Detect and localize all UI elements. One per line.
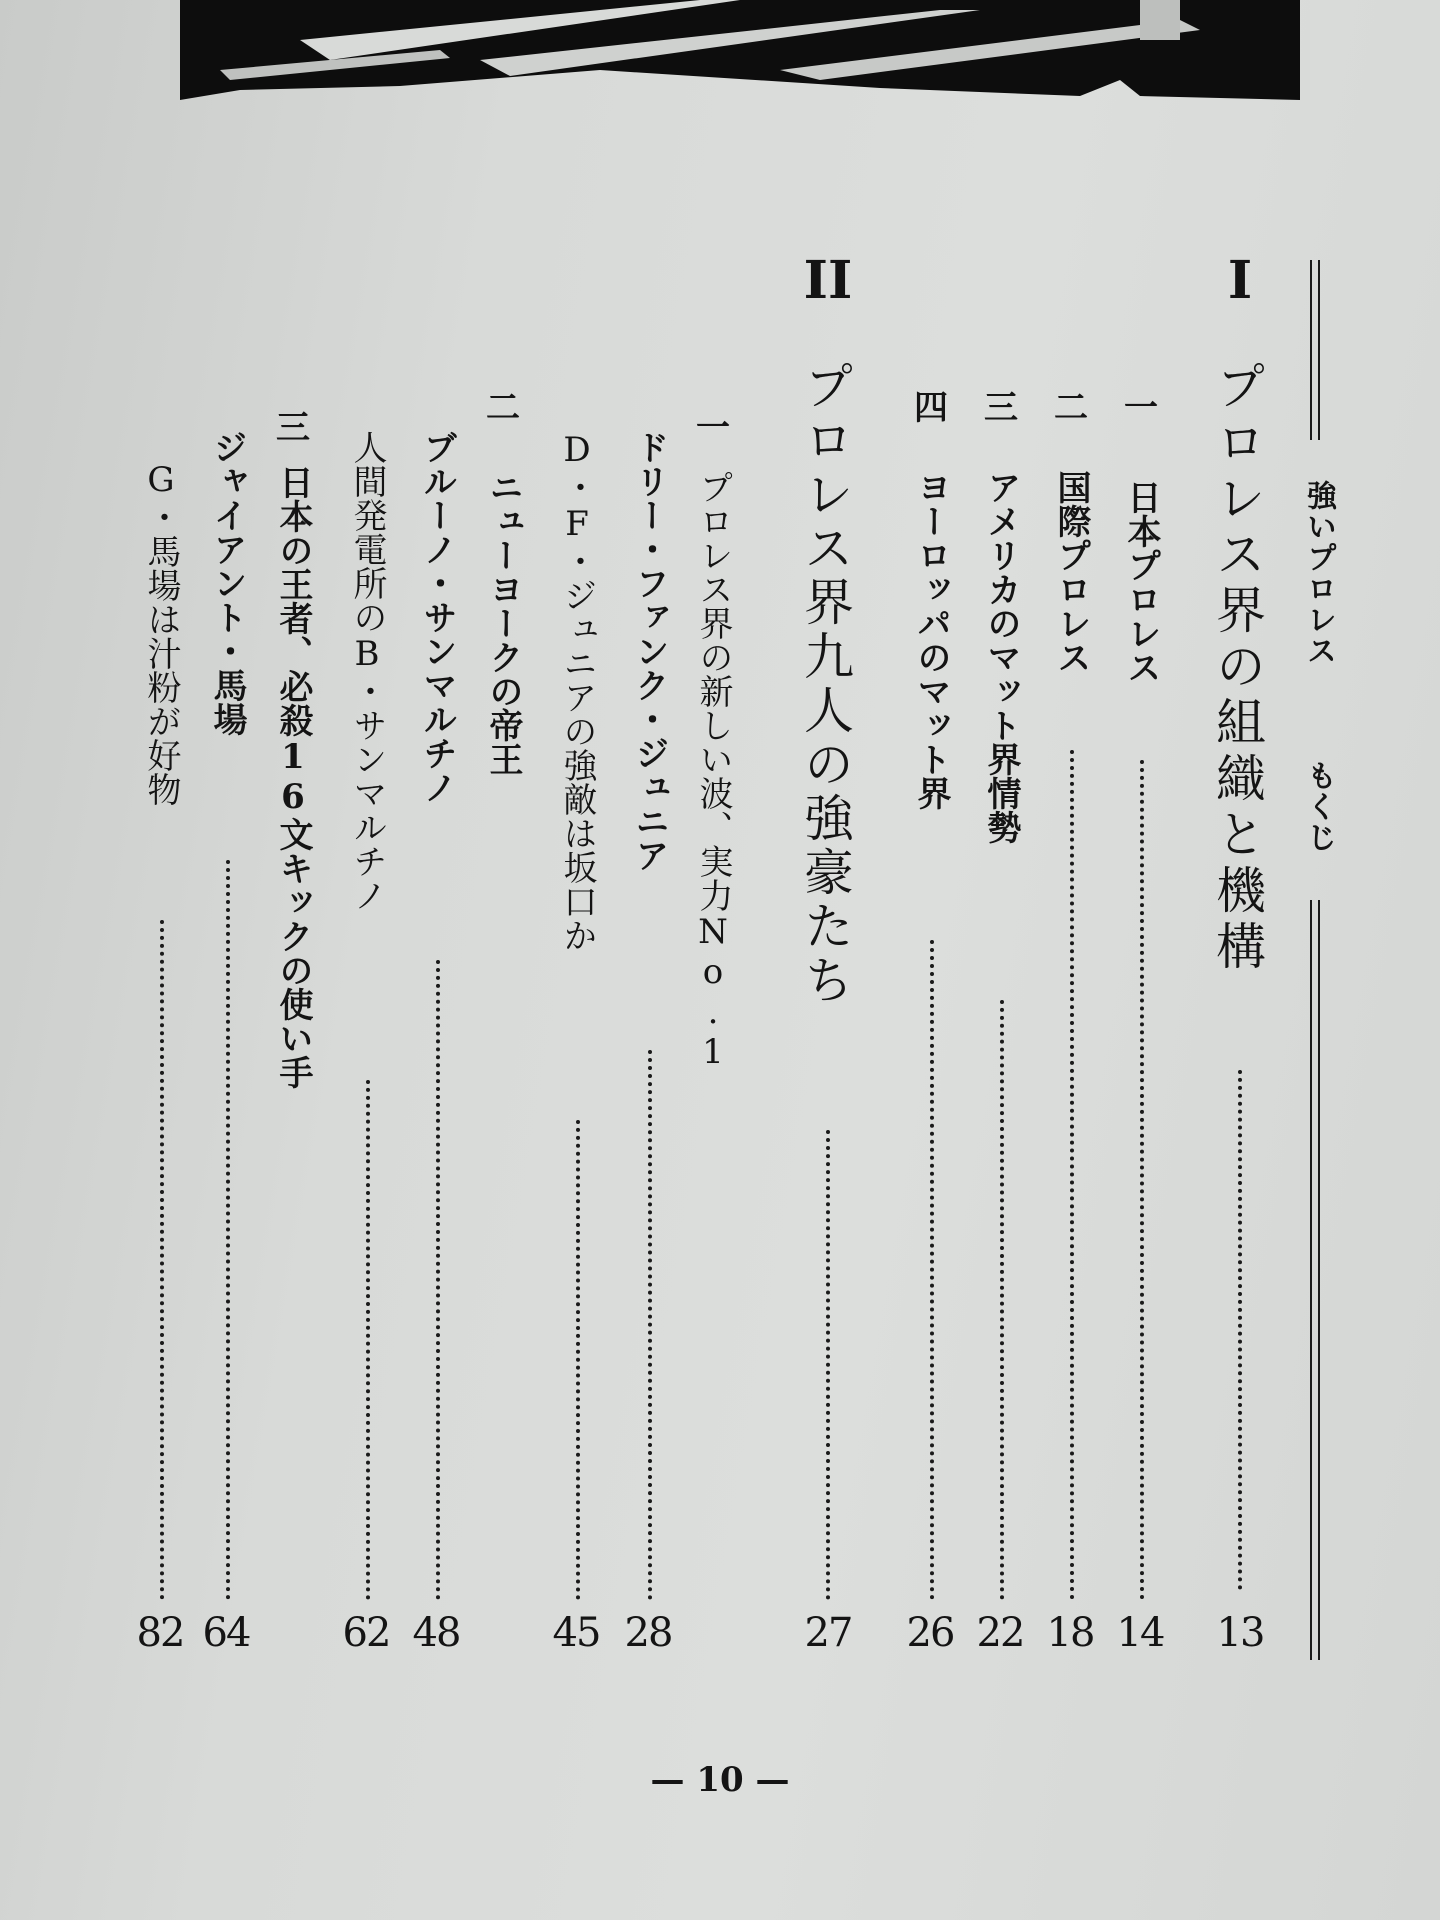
book-title: 強いプロレス [1301, 480, 1336, 666]
part-2-ch-2-sub-1-page: 48 [412, 1610, 460, 1656]
part-1-ch-4-title: ヨーロッパのマット界 [911, 470, 951, 810]
part-2-ch-3-sub-2-title: G・馬場は汁粉が好物 [141, 460, 181, 806]
part-2-ch-1-sub-2-page: 45 [552, 1610, 600, 1656]
part-1-ch-1-leader [1140, 760, 1144, 1600]
part-2-ch-1-sub-1-leader [648, 1050, 652, 1600]
part-1-page: 13 [1216, 1610, 1264, 1656]
part-1-ch-2-title: 国際プロレス [1051, 470, 1091, 674]
part-2-ch-2-sub-1-leader [436, 960, 440, 1600]
contents-label: もくじ [1301, 760, 1336, 853]
part-2-ch-1-sub-1-title: ドリー・ファンク・ジュニア [629, 430, 669, 872]
part-1-ch-4-num: 四 [914, 388, 948, 428]
part-1-mark: I [1227, 250, 1253, 311]
header-illustration [180, 0, 1300, 100]
part-2-ch-3-title: 日本の王者、必殺16文キックの使い手 [273, 465, 313, 1089]
part-2-page: 27 [804, 1610, 852, 1656]
part-1-ch-3-page: 22 [976, 1610, 1024, 1656]
part-1-ch-4-page: 26 [906, 1610, 954, 1656]
part-2-ch-2-sub-1-title: ブルーノ・サンマルチノ [417, 430, 457, 804]
title-rule-top-2 [1318, 260, 1320, 440]
part-1-title: プロレス界の組織と機構 [1208, 360, 1266, 976]
part-2-mark: II [803, 250, 853, 311]
part-2-ch-1-num: 一 [696, 408, 730, 448]
part-2-ch-2-sub-2-leader [366, 1080, 370, 1600]
part-1-ch-3-leader [1000, 1000, 1004, 1600]
part-1-ch-1-page: 14 [1116, 1610, 1164, 1656]
part-1-ch-1-title: 日本プロレス [1121, 480, 1161, 684]
part-2-ch-3-sub-2-page: 82 [136, 1610, 184, 1656]
part-2-ch-3-sub-1-leader [226, 860, 230, 1600]
title-rule-bottom-2 [1318, 900, 1320, 1660]
part-1-ch-2-num: 二 [1054, 388, 1088, 428]
footer-page-number: — 10 — [650, 1760, 790, 1800]
part-1-ch-3-num: 三 [984, 388, 1018, 428]
part-2-ch-2-title: ニューヨークの帝王 [483, 470, 523, 776]
part-1-ch-2-leader [1070, 750, 1074, 1600]
part-1-ch-3-title: アメリカのマット界情勢 [981, 470, 1021, 844]
part-2-ch-3-num: 三 [276, 408, 310, 448]
part-1-ch-2-page: 18 [1046, 1610, 1094, 1656]
part-2-ch-3-sub-1-title: ジャイアント・馬場 [207, 430, 247, 736]
part-1-leader [1238, 1070, 1242, 1590]
part-2-ch-3-sub-2-leader [160, 920, 164, 1600]
part-2-ch-1-sub-2-leader [576, 1120, 580, 1600]
part-2-ch-3-sub-1-page: 64 [202, 1610, 250, 1656]
part-2-leader [826, 1130, 830, 1600]
part-2-ch-1-sub-2-title: D・F・ジュニアの強敵は坂口か [557, 430, 597, 952]
part-2-ch-2-sub-2-page: 62 [342, 1610, 390, 1656]
part-2-ch-2-sub-2-title: 人間発電所のB・サンマルチノ [347, 430, 387, 912]
part-2-title: プロレス界九人の強豪たち [796, 360, 854, 1008]
title-rule-top-1 [1310, 260, 1312, 440]
part-2-ch-1-sub-1-page: 28 [624, 1610, 672, 1656]
part-2-ch-2-num: 二 [486, 388, 520, 428]
title-rule-bottom-1 [1310, 900, 1312, 1660]
part-1-ch-1-num: 一 [1124, 388, 1158, 428]
part-2-ch-1-title: プロレス界の新しい波、実力No.1 [693, 470, 733, 1072]
part-1-ch-4-leader [930, 940, 934, 1600]
